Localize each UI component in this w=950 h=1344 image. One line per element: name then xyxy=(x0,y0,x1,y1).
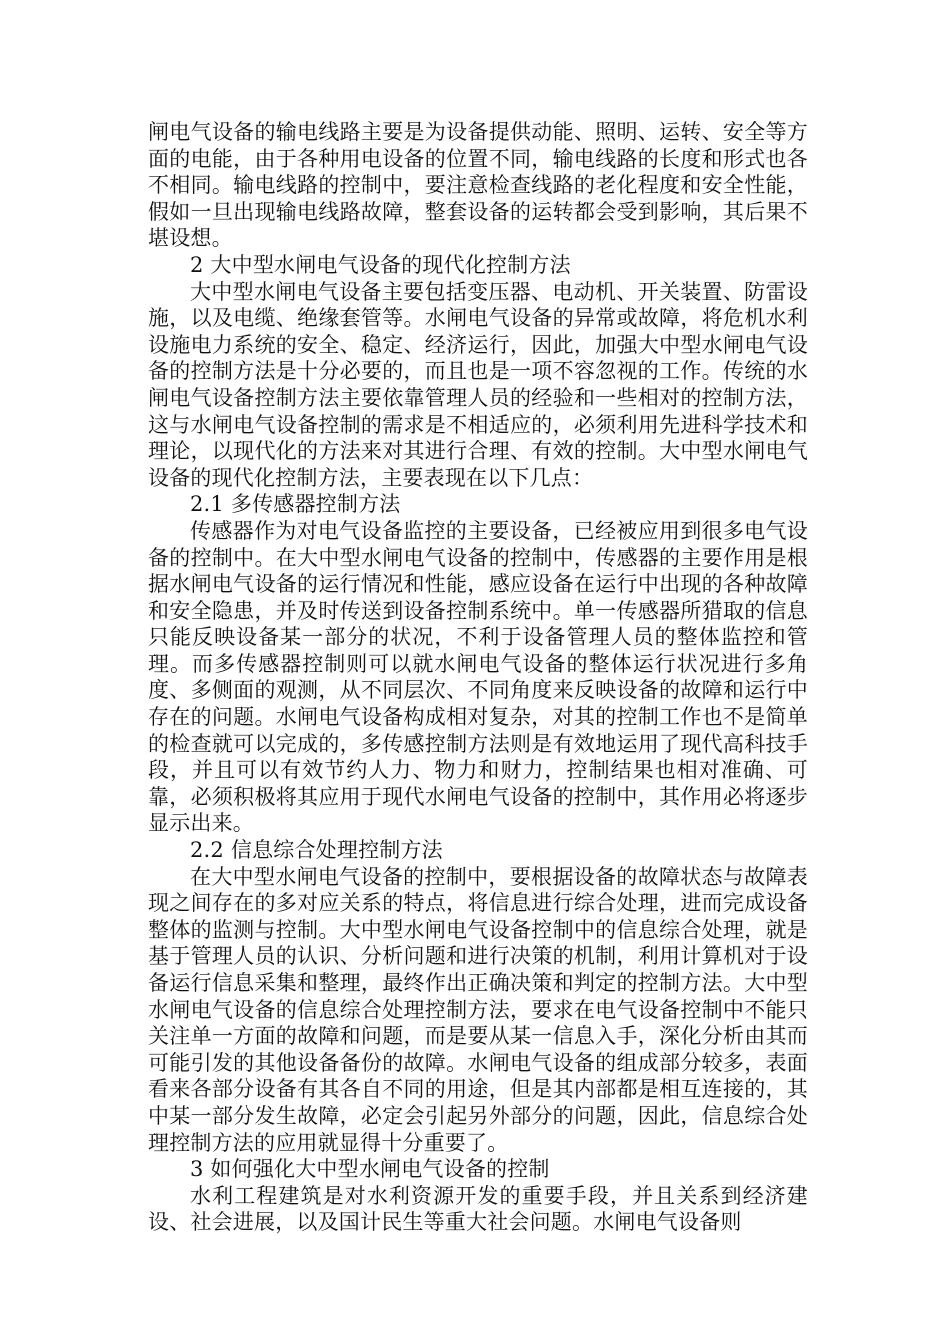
section-heading-2-2: 2.2 信息综合处理控制方法 xyxy=(190,838,443,863)
paragraph-multi-sensor: 传感器作为对电气设备监控的主要设备，已经被应用到很多电气设备的控制中。在大中型水闸电气设备的控制中，传感器的主要作用是根据水闸电气设备的运行情况和性能，感应设备在运行中出现的各种故障和安全隐患，并及时传送到设备控制系统中。单一传感器所猎取的信息只能反映设备某一部分的状况，不利于设备管理人员的整体监控和管理。而多传感器控制则可以就水闸电气设备的整体运行状况进行多角度、多侧面的观测，从不同层次、不同角度来反映设备的故障和运行中存在的问题。水闸电气设备构成相对复杂，对其的控制工作也不是简单的检查就可以完成的，多传感控制方法则是有效地运用了现代高科技手段，并且可以有效节约人力、物力和财力，控制结果也相对准确、可靠，必须积极将其应用于现代水闸电气设备的控制中，其作用必将逐步显示出来。 xyxy=(148,518,808,836)
paragraph-info-processing: 在大中型水闸电气设备的控制中，要根据设备的故障状态与故障表现之间存在的多对应关系的特点，将信息进行综合处理，进而完成设备整体的监测与控制。大中型水闸电气设备控制中的信息综合处理，就是基于管理人员的认识、分析问题和进行决策的机制，利用计算机对于设备运行信息采集和整理，最终作出正确决策和判定的控制方法。大中型水闸电气设备的信息综合处理控制方法，要求在电气设备控制中不能只关注单一方面的故障和问题，而是要从某一信息入手，深化分析由其而可能引发的其他设备备份的故障。水闸电气设备的组成部分较多，表面看来各部分设备有其各自不同的用途，但是其内部都是相互连接的，其中某一部分发生故障，必定会引起另外部分的问题，因此，信息综合处理控制方法的应用就显得十分重要了。 xyxy=(148,864,808,1155)
section-heading-2: 2 大中型水闸电气设备的现代化控制方法 xyxy=(190,252,571,277)
paragraph-strengthen-control: 水利工程建筑是对水利资源开发的重要手段，并且关系到经济建设、社会进展，以及国计民生等重大社会问题。水闸电气设备则 xyxy=(148,1183,808,1235)
section-heading-3: 3 如何强化大中型水闸电气设备的控制 xyxy=(190,1157,550,1182)
paragraph-modern-control-intro: 大中型水闸电气设备主要包括变压器、电动机、开关装置、防雷设施，以及电缆、绝缘套管等。水闸电气设备的异常或故障，将危机水利设施电力系统的安全、稳定、经济运行，因此，加强大中型水闸电气设备的控制方法是十分必要的，而且也是一项不容忽视的工作。传统的水闸电气设备控制方法主要依靠管理人员的经验和一些相对的控制方法，这与水闸电气设备控制的需求是不相适应的，必须利用先进科学技术和理论，以现代化的方法来对其进行合理、有效的控制。大中型水闸电气设备的现代化控制方法，主要表现在以下几点： xyxy=(148,279,808,490)
paragraph-power-lines: 闸电气设备的输电线路主要是为设备提供动能、照明、运转、安全等方面的电能，由于各种用电设备的位置不同，输电线路的长度和形式也各不相同。输电线路的控制中，要注意检查线路的老化程度和安全性能，假如一旦出现输电线路故障，整套设备的运转都会受到影响，其后果不堪设想。 xyxy=(148,120,808,251)
document-body xyxy=(148,119,808,1236)
section-heading-2-1: 2.1 多传感器控制方法 xyxy=(190,492,401,517)
